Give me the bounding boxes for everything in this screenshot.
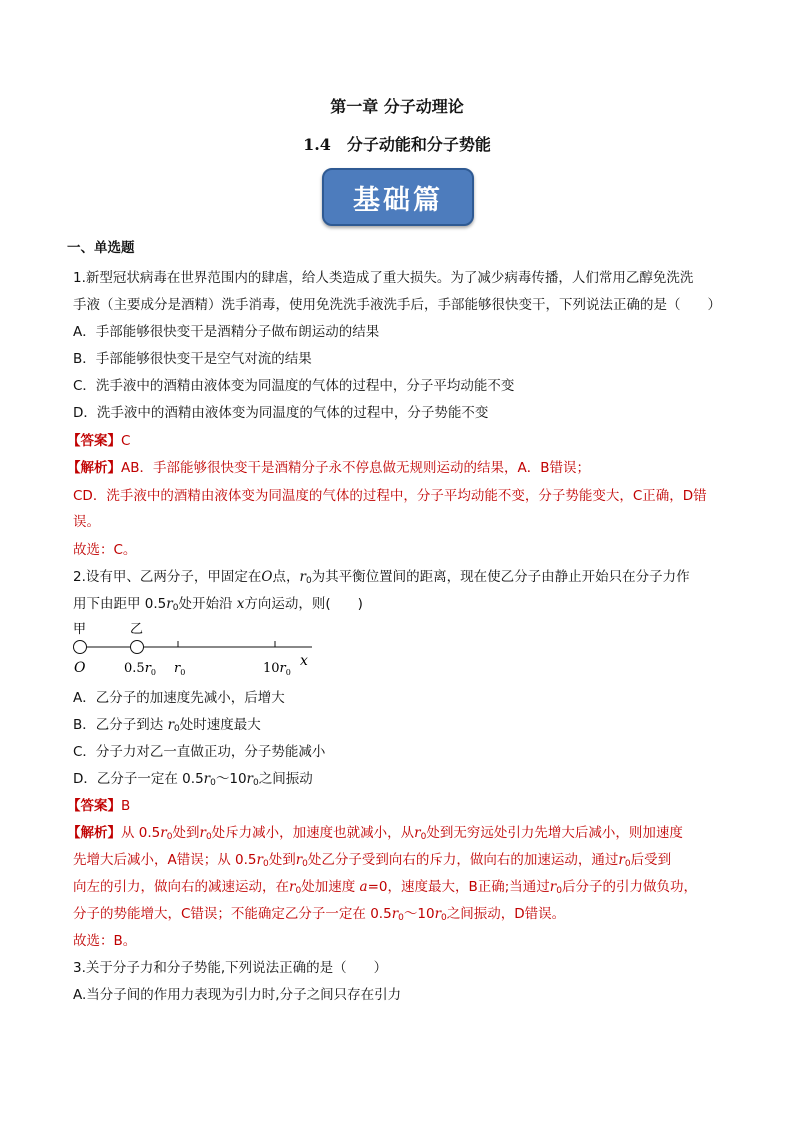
q2-subscript: 0	[420, 832, 427, 842]
label-ten-number: 10	[263, 661, 280, 676]
q2-stem-line1	[73, 567, 690, 591]
q2-a-symbol: a	[359, 879, 368, 895]
q2-r-symbol: r	[246, 771, 254, 787]
q2-analysis-text: 处加速度	[301, 879, 360, 895]
molecule-axis-diagram	[60, 620, 320, 682]
q2-r-symbol: r	[391, 906, 399, 922]
q2-analysis-text: ～10	[403, 906, 435, 922]
q1-option-a: A．手部能够很快变干是酒精分子做布朗运动的结果	[73, 324, 380, 340]
q2-text: 用下由距甲 0.5	[73, 596, 167, 612]
section-heading: 一、单选题	[67, 240, 135, 256]
label-ten-r: r	[279, 661, 286, 676]
q2-r-symbol: r	[299, 569, 306, 585]
q2-analysis-text: 向左的引力，做向右的减速运动，在	[73, 879, 289, 895]
q2-analysis-line1	[67, 823, 683, 847]
q2-subscript: 0	[172, 603, 179, 613]
q2-subscript: 0	[302, 859, 308, 869]
q2-subscript: 0	[174, 724, 180, 734]
q2-r-symbol: r	[295, 852, 303, 868]
q3-stem: 3.关于分子力和分子势能,下列说法正确的是（ ）	[73, 960, 388, 976]
q2-r-symbol: r	[549, 879, 557, 895]
q2-analysis-text: 处斥力减小，加速度也就减小，从	[211, 825, 415, 841]
q2-subscript: 0	[295, 886, 302, 896]
q2-analysis-text: 后分子的引力做负功，	[561, 879, 697, 895]
label-half-sub: 0	[150, 668, 156, 677]
q1-conclusion: 故选：C。	[73, 542, 137, 558]
q2-analysis-line4	[73, 904, 565, 928]
q2-analysis-text: 处乙分子受到向右的斥力，做向右的加速运动，通过	[307, 852, 619, 868]
q2-r-symbol: r	[203, 771, 211, 787]
q2-text: 2.设有甲、乙两分子，甲固定在	[73, 569, 262, 585]
q2-r-symbol: r	[434, 906, 442, 922]
q2-r-symbol: r	[414, 825, 421, 841]
q2-subscript: 0	[205, 832, 212, 842]
chapter-title: 第一章 分子动理论	[330, 97, 464, 116]
level-badge	[322, 168, 474, 226]
q2-analysis-line3	[73, 877, 697, 901]
label-ten-sub: 0	[285, 668, 291, 677]
q2-subscript: 0	[166, 832, 173, 842]
q2-conclusion: 故选：B。	[73, 933, 137, 949]
label-x-axis: x	[300, 653, 308, 669]
q2-analysis-line2	[73, 850, 671, 874]
q2-analysis-text: 从 0.5	[121, 825, 161, 841]
level-badge-label: 基础篇	[353, 184, 443, 216]
label-yi: 乙	[130, 622, 144, 637]
label-half-r0	[124, 661, 156, 677]
label-r0-sub: 0	[180, 668, 186, 677]
q1-answer-label: 【答案】	[67, 433, 121, 449]
q2-analysis-label: 【解析】	[67, 825, 121, 841]
q2-subscript: 0	[253, 778, 259, 788]
q2-subscript: 0	[624, 859, 631, 869]
q2-r-symbol: r	[167, 717, 175, 733]
q1-option-c: C．洗手液中的酒精由液体变为同温度的气体的过程中，分子平均动能不变	[73, 378, 515, 394]
q1-analysis-label: 【解析】	[67, 460, 121, 476]
q1-option-b: B．手部能够很快变干是空气对流的结果	[73, 351, 312, 367]
q2-analysis-text: 分子的势能增大，C错误；不能确定乙分子一定在 0.5	[73, 906, 392, 922]
q1-analysis-line2: CD．洗手液中的酒精由液体变为同温度的气体的过程中，分子平均动能不变，分子势能变大，C正确，D错	[73, 488, 707, 504]
q2-analysis-text: 处到	[268, 852, 296, 868]
q2-text: 处开始沿	[178, 596, 237, 612]
q1-option-d: D．洗手液中的酒精由液体变为同温度的气体的过程中，分子势能不变	[73, 405, 489, 421]
q2-point-o: O	[261, 569, 273, 585]
q2-r-symbol: r	[166, 596, 173, 612]
q2-option-a: A．乙分子的加速度先减小，后增大	[73, 690, 285, 706]
q2-analysis-text: 处到无穷远处引力先增大后减小，则加速度	[426, 825, 683, 841]
q2-text: D．乙分子一定在 0.5	[73, 771, 204, 787]
q1-stem-line1: 1.新型冠状病毒在世界范围内的肆虐，给人类造成了重大损失。为了减少病毒传播，人们常用乙醇免洗洗	[73, 270, 694, 286]
q2-text: 为其平衡位置间的距离，现在使乙分子由静止开始只在分子力作	[311, 569, 690, 585]
label-origin: O	[74, 660, 86, 676]
q2-option-b	[73, 715, 261, 739]
q2-analysis-text: 后受到	[630, 852, 672, 868]
label-r0-letter: r	[174, 661, 181, 676]
label-r0	[174, 661, 185, 677]
q2-analysis-text: 处到	[172, 825, 200, 841]
q2-analysis-text: 之间振动，D错误。	[446, 906, 566, 922]
q2-x-symbol: x	[236, 596, 245, 612]
q2-analysis-text: 先增大后减小，A错误；从 0.5	[73, 852, 257, 868]
q1-analysis-text1: AB．手部能够很快变干是酒精分子永不停息做无规则运动的结果，A．B错误；	[121, 460, 590, 476]
q2-analysis-text: =0，速度最大，B正确;当通过	[367, 879, 550, 895]
molecule-yi	[131, 641, 144, 654]
q2-answer	[67, 796, 130, 816]
q2-text: 之间振动	[258, 771, 313, 787]
q2-subscript: 0	[398, 913, 404, 923]
q2-r-symbol: r	[199, 825, 206, 841]
q2-text: ～10	[215, 771, 247, 787]
q2-subscript: 0	[441, 913, 447, 923]
label-jia: 甲	[73, 622, 87, 637]
q1-analysis-line3: 误。	[73, 514, 100, 530]
q2-subscript: 0	[210, 778, 216, 788]
q2-text: 方向运动，则( )	[244, 596, 363, 612]
q1-answer-value: C	[121, 433, 131, 449]
q1-stem-line2: 手液（主要成分是酒精）洗手消毒，使用免洗洗手液洗手后，手部能够很快变干，下列说法正确的是（ ）	[73, 297, 721, 313]
q2-stem-line2	[73, 594, 363, 618]
label-half-r: r	[144, 661, 151, 676]
label-half-number: 0.5	[124, 661, 145, 676]
q1-answer	[67, 431, 130, 451]
q2-subscript: 0	[556, 886, 562, 896]
q2-r-symbol: r	[618, 852, 625, 868]
q2-subscript: 0	[262, 859, 269, 869]
q3-option-a: A.当分子间的作用力表现为引力时,分子之间只存在引力	[73, 987, 402, 1003]
q2-r-symbol: r	[160, 825, 167, 841]
q2-option-c: C．分子力对乙一直做正功，分子势能减小	[73, 744, 326, 760]
q2-option-d	[73, 769, 313, 793]
q2-r-symbol: r	[256, 852, 263, 868]
section-title: 1.4 分子动能和分子势能	[303, 135, 491, 154]
molecule-jia	[74, 641, 87, 654]
q1-analysis-line1	[67, 458, 590, 478]
q2-answer-value: B	[121, 798, 131, 814]
label-10r0	[263, 661, 291, 677]
q2-text: 处时速度最大	[179, 717, 261, 733]
q2-text: 点，	[272, 569, 300, 585]
q2-answer-label: 【答案】	[67, 798, 121, 814]
q2-r-symbol: r	[289, 879, 296, 895]
q2-subscript: 0	[305, 576, 312, 586]
q2-text: B．乙分子到达	[73, 717, 168, 733]
